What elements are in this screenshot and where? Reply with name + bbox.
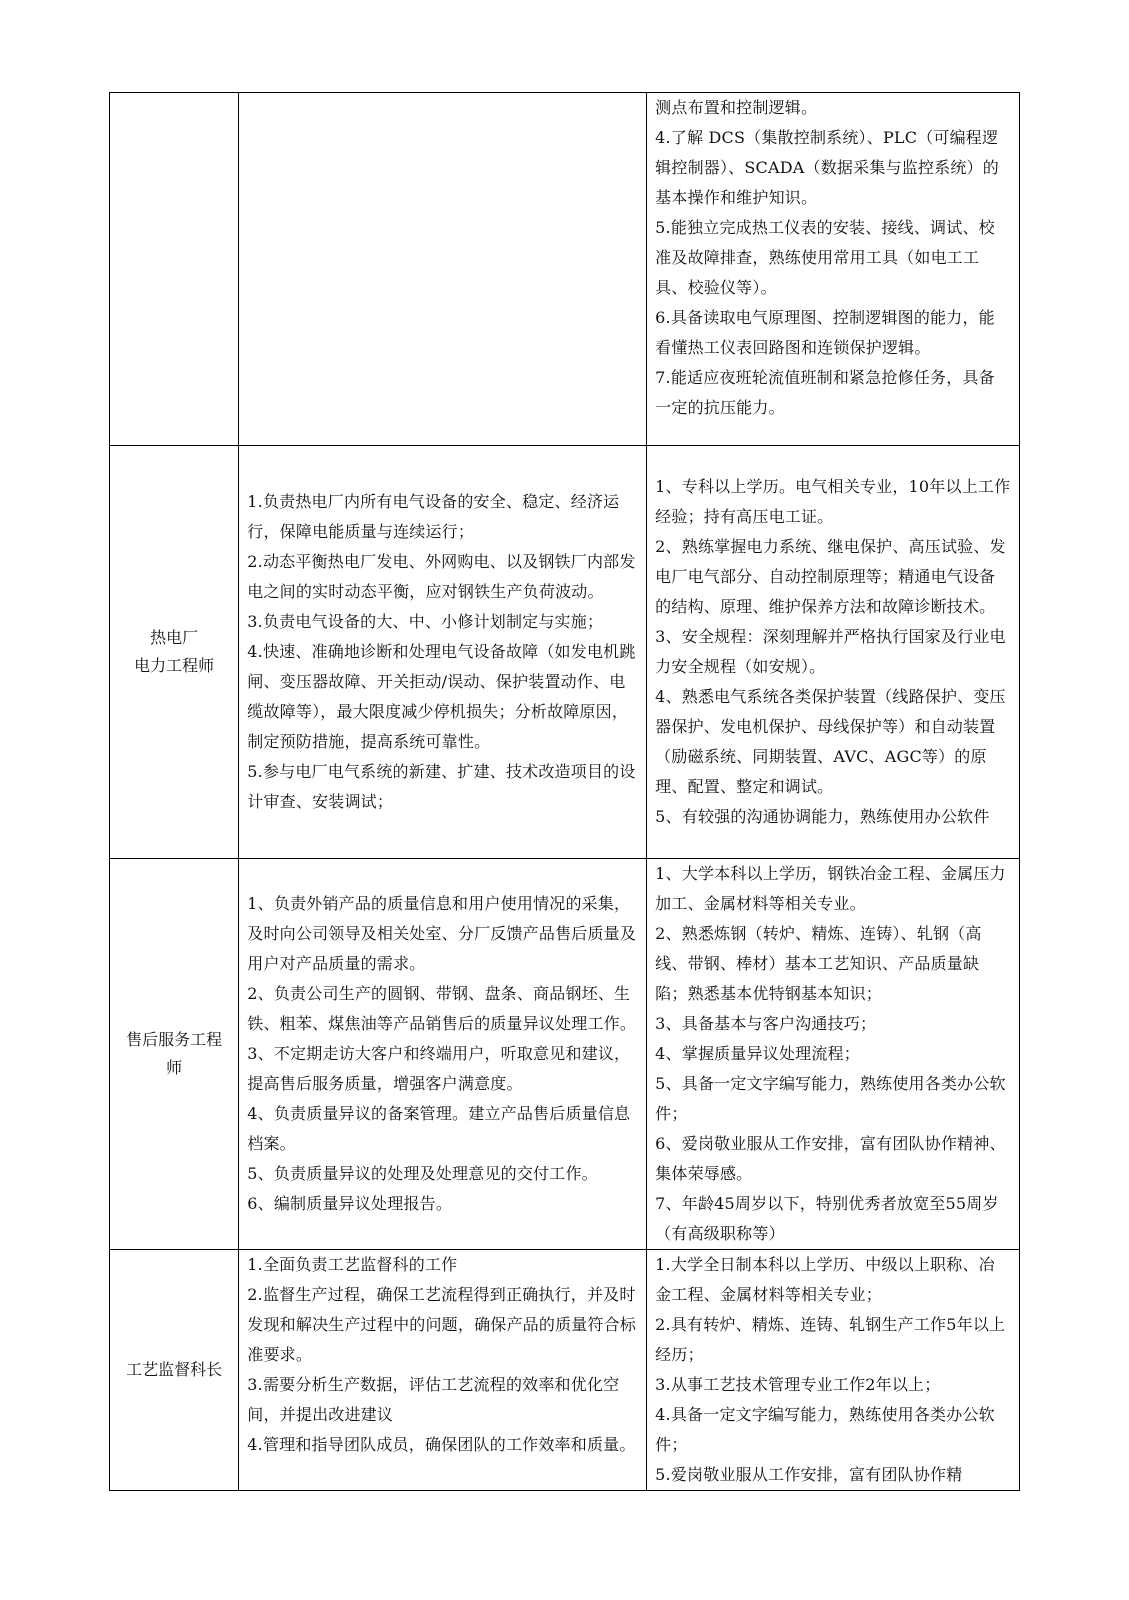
duty-item: 2.动态平衡热电厂发电、外网购电、以及钢铁厂内部发电之间的实时动态平衡，应对钢铁生产负荷波动。 (247, 552, 636, 601)
requirement-item: 1、大学本科以上学历，钢铁冶金工程、金属压力加工、金属材料等相关专业。 (655, 864, 1006, 913)
requirement-item: 2.具有转炉、精炼、连铸、轧钢生产工作5年以上经历； (655, 1315, 1006, 1364)
duty-item: 4、负责质量异议的备案管理。建立产品售后质量信息档案。 (247, 1104, 631, 1153)
requirements-cell (647, 1250, 1020, 1491)
duty-item: 3.需要分析生产数据，评估工艺流程的效率和优化空间，并提出改进建议 (247, 1375, 620, 1424)
position-title-cell (110, 93, 239, 446)
position-title-cell (110, 446, 239, 859)
requirement-item: 2、熟练掌握电力系统、继电保护、高压试验、发电厂电气部分、自动控制原理等；精通电气设备的结构、原理、维护保养方法和故障诊断技术。 (655, 537, 1006, 616)
requirement-item: 5、具备一定文字编写能力，熟练使用各类办公软件； (655, 1074, 1006, 1123)
requirement-item: 5、有较强的沟通协调能力，熟练使用办公软件 (655, 807, 990, 826)
requirement-item: 3、安全规程：深刻理解并严格执行国家及行业电力安全规程（如安规）。 (655, 627, 1006, 676)
duties-cell (239, 859, 647, 1250)
requirement-item: 5.爱岗敬业服从工作安排，富有团队协作精 (655, 1465, 963, 1484)
requirement-item: 3、具备基本与客户沟通技巧； (655, 1014, 877, 1033)
requirement-item: 5.能独立完成热工仪表的安装、接线、调试、校准及故障排查，熟练使用常用工具（如电工工具、校验仪等）。 (655, 218, 995, 297)
duty-item: 2.监督生产过程，确保工艺流程得到正确执行，并及时发现和解决生产过程中的问题，确保产品的质量符合标准要求。 (247, 1285, 637, 1364)
duties-cell (239, 93, 647, 446)
requirement-item: 7.能适应夜班轮流值班制和紧急抢修任务，具备一定的抗压能力。 (655, 368, 995, 417)
duty-item: 2、负责公司生产的圆钢、带钢、盘条、商品钢坯、生铁、粗苯、煤焦油等产品销售后的质量异议处理工作。 (247, 984, 637, 1033)
table-row (110, 1250, 1020, 1491)
requirement-item: 4、掌握质量异议处理流程； (655, 1044, 860, 1063)
requirement-item: 4.了解 DCS（集散控制系统）、PLC（可编程逻辑控制器）、SCADA（数据采集与监控系统）的基本操作和维护知识。 (655, 128, 999, 207)
duty-item: 3、不定期走访大客户和终端用户，听取意见和建议，提高售后服务质量，增强客户满意度。 (247, 1044, 631, 1093)
requirement-item: 1.大学全日制本科以上学历、中级以上职称、冶金工程、金属材料等相关专业； (655, 1255, 995, 1304)
table-row (110, 446, 1020, 859)
duty-item: 3.负责电气设备的大、中、小修计划制定与实施； (247, 612, 604, 631)
position-title-line: 电力工程师 (134, 656, 215, 675)
requirement-item: 1、专科以上学历。电气相关专业，10年以上工作经验；持有高压电工证。 (655, 477, 1011, 526)
requirements-cell (647, 859, 1020, 1250)
duty-item: 1.全面负责工艺监督科的工作 (247, 1255, 458, 1274)
duty-item: 5、负责质量异议的处理及处理意见的交付工作。 (247, 1164, 598, 1183)
requirement-item: 3.从事工艺技术管理专业工作2年以上； (655, 1375, 941, 1394)
duties-cell (239, 1250, 647, 1491)
duty-item: 5.参与电厂电气系统的新建、扩建、技术改造项目的设计审查、安装调试； (247, 762, 636, 811)
requirement-item: 6.具备读取电气原理图、控制逻辑图的能力，能看懂热工仪表回路图和连锁保护逻辑。 (655, 308, 995, 357)
table-row (110, 93, 1020, 446)
requirements-cell (647, 446, 1020, 859)
requirement-item: 4、熟悉电气系统各类保护装置（线路保护、变压器保护、发电机保护、母线保护等）和自动装置（励磁系统、同期装置、AVC、AGC等）的原理、配置、整定和调试。 (655, 687, 1006, 796)
requirement-item: 4.具备一定文字编写能力，熟练使用各类办公软件； (655, 1405, 995, 1454)
requirements-cell (647, 93, 1020, 446)
position-title-line: 工艺监督科长 (126, 1360, 223, 1379)
position-title-cell (110, 859, 239, 1250)
duty-item: 6、编制质量异议处理报告。 (247, 1194, 453, 1213)
table-row (110, 859, 1020, 1250)
requirement-item: 测点布置和控制逻辑。 (655, 98, 818, 117)
requirement-item: 6、爱岗敬业服从工作安排，富有团队协作精神、集体荣辱感。 (655, 1134, 1006, 1183)
position-title-line: 售后服务工程 (126, 1030, 223, 1049)
duty-item: 1.负责热电厂内所有电气设备的安全、稳定、经济运行，保障电能质量与连续运行； (247, 492, 620, 541)
requirement-item: 2、熟悉炼钢（转炉、精炼、连铸）、轧钢（高线、带钢、棒材）基本工艺知识、产品质量缺陷；熟悉基本优特钢基本知识； (655, 924, 982, 1003)
duty-item: 1、负责外销产品的质量信息和用户使用情况的采集，及时向公司领导及相关处室、分厂反馈产品售后质量及用户对产品质量的需求。 (247, 894, 637, 973)
duties-cell (239, 446, 647, 859)
job-table (109, 92, 1020, 1491)
position-title-line: 师 (166, 1058, 183, 1077)
position-title-cell (110, 1250, 239, 1491)
duty-item: 4.快速、准确地诊断和处理电气设备故障（如发电机跳闸、变压器故障、开关拒动/误动、保护装置动作、电缆故障等），最大限度减少停机损失；分析故障原因，制定预防措施，提高系统可靠性。 (247, 642, 636, 751)
requirement-item: 7、年龄45周岁以下，特别优秀者放宽至55周岁（有高级职称等） (655, 1194, 999, 1243)
position-title-line: 热电厂 (150, 628, 199, 647)
duty-item: 4.管理和指导团队成员，确保团队的工作效率和质量。 (247, 1435, 636, 1454)
